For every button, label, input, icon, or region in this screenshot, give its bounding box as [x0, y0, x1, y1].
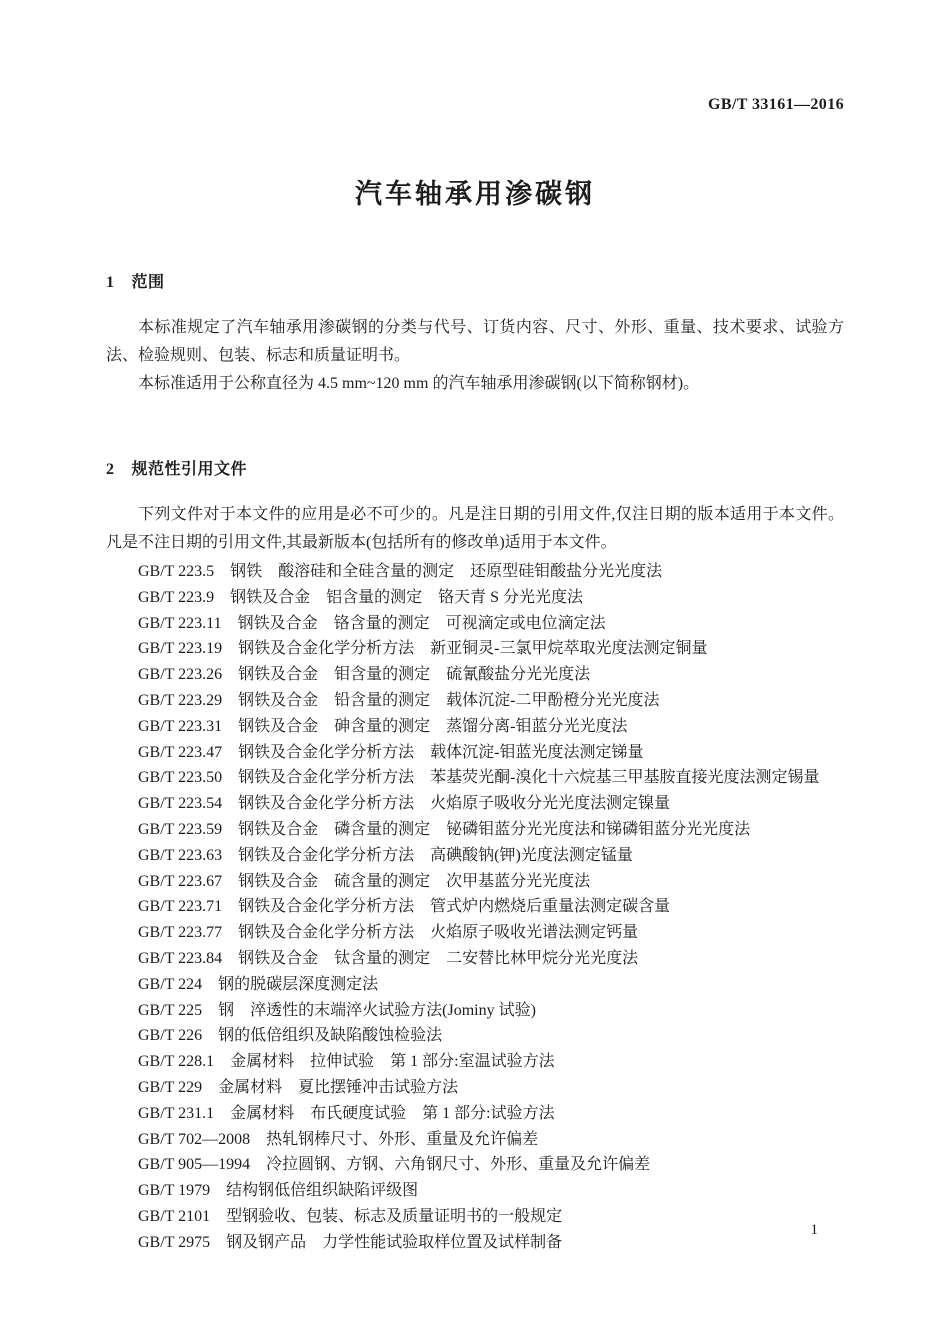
- reference-item: GB/T 226 钢的低倍组织及缺陷酸蚀检验法: [138, 1027, 443, 1045]
- section-1-title: 范围: [131, 274, 165, 291]
- section-1-heading: [106, 269, 844, 292]
- reference-item: GB/T 223.59 钢铁及合金 磷含量的测定 铋磷钼蓝分光光度法和锑磷钼蓝分光光度法: [138, 820, 751, 838]
- reference-item: GB/T 223.29 钢铁及合金 铅含量的测定 载体沉淀-二甲酚橙分光光度法: [138, 691, 660, 709]
- section-normative-references: [106, 456, 844, 1256]
- reference-item: GB/T 223.9 钢铁及合金 铝含量的测定 铬天青 S 分光光度法: [138, 588, 584, 606]
- reference-item: GB/T 223.11 钢铁及合金 铬含量的测定 可视滴定或电位滴定法: [138, 614, 606, 632]
- reference-item: GB/T 2975 钢及钢产品 力学性能试验取样位置及试样制备: [138, 1233, 563, 1251]
- paragraph: 本标准适用于公称直径为 4.5 mm~120 mm 的汽车轴承用渗碳钢(以下简称钢材)。: [138, 375, 700, 392]
- paragraph: 本标准规定了汽车轴承用渗碳钢的分类与代号、订货内容、尺寸、外形、重量、技术要求、试验方法、检验规则、包装、标志和质量证明书。: [106, 319, 844, 364]
- section-scope: [106, 269, 844, 398]
- reference-item: GB/T 223.19 钢铁及合金化学分析方法 新亚铜灵-三氯甲烷萃取光度法测定铜量: [138, 640, 708, 658]
- standard-number: GB/T 33161—2016: [708, 96, 844, 113]
- reference-item: GB/T 223.84 钢铁及合金 钛含量的测定 二安替比林甲烷分光光度法: [138, 949, 639, 967]
- reference-item: GB/T 223.67 钢铁及合金 硫含量的测定 次甲基蓝分光光度法: [138, 872, 591, 890]
- reference-list: [106, 559, 844, 1256]
- reference-item: GB/T 223.71 钢铁及合金化学分析方法 管式炉内燃烧后重量法测定碳含量: [138, 898, 671, 916]
- section-2-number: 2: [106, 461, 115, 478]
- reference-item: GB/T 228.1 金属材料 拉伸试验 第 1 部分:室温试验方法: [138, 1053, 555, 1071]
- reference-item: GB/T 1979 结构钢低倍组织缺陷评级图: [138, 1182, 419, 1200]
- reference-item: GB/T 231.1 金属材料 布氏硬度试验 第 1 部分:试验方法: [138, 1104, 555, 1122]
- section-1-number: 1: [106, 274, 115, 291]
- reference-item: GB/T 223.5 钢铁 酸溶硅和全硅含量的测定 还原型硅钼酸盐分光光度法: [138, 563, 663, 580]
- reference-item: GB/T 223.50 钢铁及合金化学分析方法 苯基荧光酮-溴化十六烷基三甲基胺直接光度法测定锡量: [138, 769, 820, 787]
- reference-item: GB/T 905—1994 冷拉圆钢、方钢、六角钢尺寸、外形、重量及允许偏差: [138, 1156, 651, 1174]
- section-2-heading: [106, 456, 844, 479]
- reference-item: GB/T 225 钢 淬透性的末端淬火试验方法(Jominy 试验): [138, 1001, 536, 1019]
- page-number: 1: [810, 1222, 818, 1238]
- reference-item: GB/T 2101 型钢验收、包装、标志及质量证明书的一般规定: [138, 1207, 563, 1225]
- reference-item: GB/T 223.54 钢铁及合金化学分析方法 火焰原子吸收分光光度法测定镍量: [138, 795, 671, 813]
- reference-item: GB/T 223.31 钢铁及合金 砷含量的测定 蒸馏分离-钼蓝分光光度法: [138, 717, 628, 735]
- reference-item: GB/T 223.26 钢铁及合金 钼含量的测定 硫氰酸盐分光光度法: [138, 666, 591, 684]
- document-title: 汽车轴承用渗碳钢: [355, 179, 595, 209]
- reference-item: GB/T 223.77 钢铁及合金化学分析方法 火焰原子吸收光谱法测定钙量: [138, 924, 639, 942]
- reference-item: GB/T 223.47 钢铁及合金化学分析方法 载体沉淀-钼蓝光度法测定锑量: [138, 743, 644, 761]
- reference-item: GB/T 229 金属材料 夏比摆锤冲击试验方法: [138, 1078, 459, 1096]
- reference-item: GB/T 224 钢的脱碳层深度测定法: [138, 975, 379, 993]
- paragraph: 下列文件对于本文件的应用是必不可少的。凡是注日期的引用文件,仅注日期的版本适用于本文件。凡是不注日期的引用文件,其最新版本(包括所有的修改单)适用于本文件。: [106, 506, 844, 551]
- reference-item: GB/T 223.63 钢铁及合金化学分析方法 高碘酸钠(钾)光度法测定锰量: [138, 846, 633, 864]
- reference-item: GB/T 702—2008 热轧钢棒尺寸、外形、重量及允许偏差: [138, 1130, 539, 1148]
- section-2-title: 规范性引用文件: [131, 461, 248, 478]
